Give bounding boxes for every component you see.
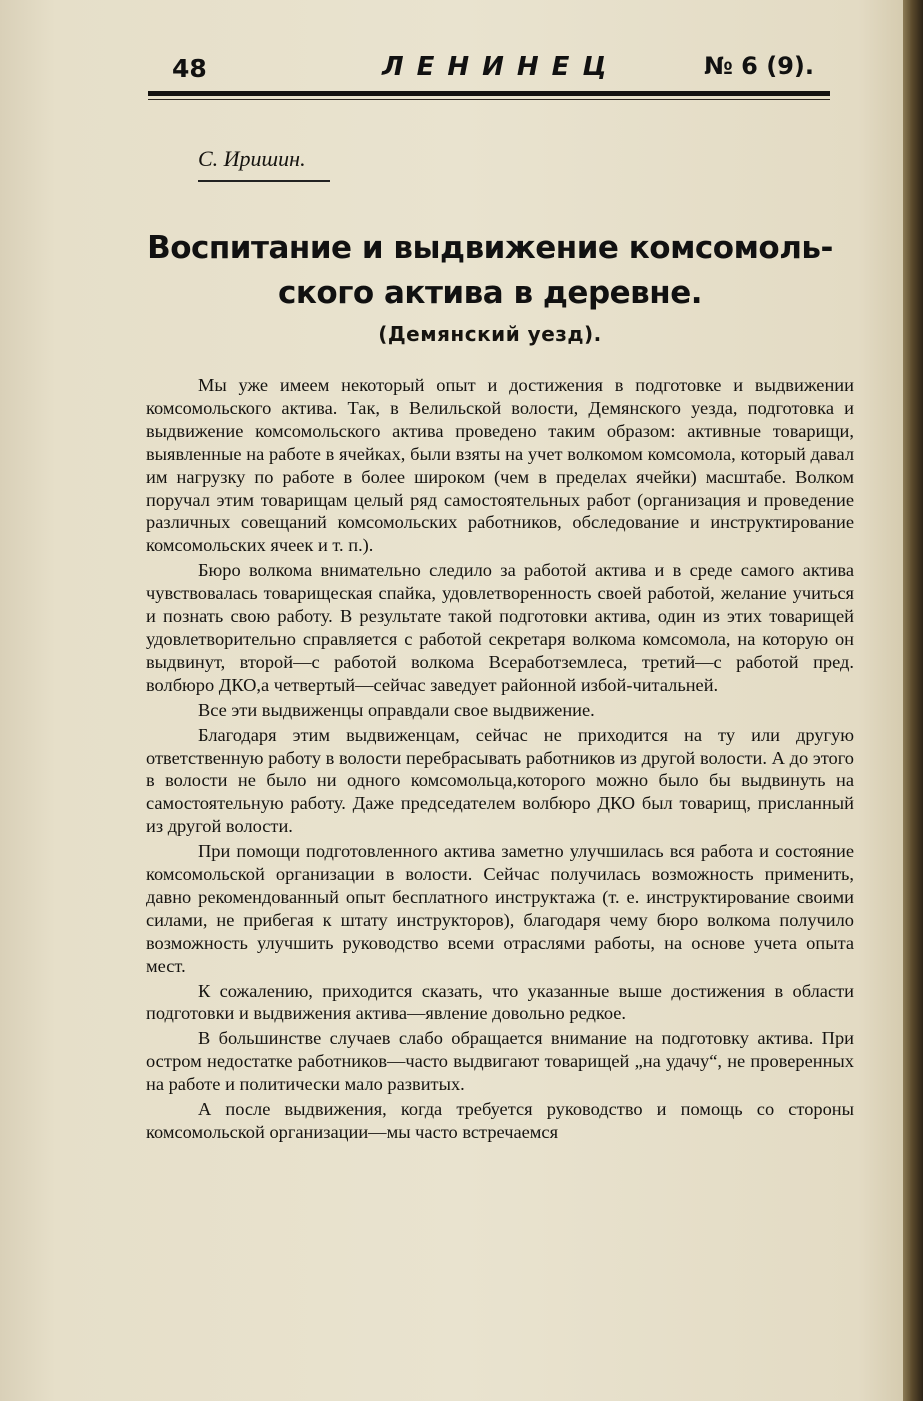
journal-title: ЛЕНИНЕЦ	[382, 52, 620, 82]
article-paragraph: К сожалению, приходится сказать, что указанные выше достижения в области подготовки и выдвижения актива—явление довольно редкое.	[146, 980, 854, 1024]
running-header	[170, 52, 830, 92]
article-paragraph: Бюро волкома внимательно следило за работой актива и в среде самого актива чувствовалась товарищеская спайка, удовлетворенность своей работой, желание учиться и познать свою работу. В результате такой подготовки актива, один из этих товарищей удовлетворительно справляется с работой секретаря волкома комсомола, на которую он выдвинут, второй—с работой волкома Всеработземлеса, третий—с работой пред. волбюро ДКО,а четвертый—сейчас заведует районной избой-читальней.	[146, 560, 854, 695]
page-number: 48	[172, 54, 207, 83]
author-underline	[198, 180, 330, 182]
header-rule-thick	[148, 91, 830, 96]
book-binding-edge	[903, 0, 923, 1401]
article-paragraph: Все эти выдвиженцы оправдали свое выдвижение.	[198, 699, 595, 720]
article-title-line: ского актива в деревне.	[278, 275, 702, 311]
article-title-line: Воспитание и выдвижение комсомоль-	[147, 230, 833, 266]
article-paragraph: При помощи подготовленного актива заметно улучшилась вся работа и состояние комсомольской организации в волости. Сейчас получилась возможность применить, давно рекомендованный опыт бесплатного инструктажа (т. е. инструктирование своими силами, не прибегая к штату инструкторов), благодаря чему бюро волкома получило возможность улучшить руководство всеми отраслями работы, на основе учета опыта мест.	[146, 841, 854, 976]
article-body	[146, 374, 854, 1146]
article-paragraph: Благодаря этим выдвиженцам, сейчас не приходится на ту или другую ответственную работу в волости перебрасывать работников из другой волости. А до этого в волости не было ни одного комсомольца,которого можно было бы выдвинуть на самостоятельную работу. Даже председателем волбюро ДКО был товарищ, присланный из другой волости.	[146, 724, 854, 837]
header-rule-thin	[148, 99, 830, 100]
article-title	[140, 226, 840, 316]
issue-number: № 6 (9).	[703, 52, 814, 80]
article-paragraph: Мы уже имеем некоторый опыт и достижения в подготовке и выдвижении комсомольского актива. Так, в Велильской волости, Демянского уезда, подготовка и выдвижение комсомольского актива проведено таким образом: активные товарищи, выявленные на работе в ячейках, были взяты на учет волкомом комсомола, который давал им нагрузку по работе в более широком (чем в пределах ячейки) масштабе. Волком поручал этим товарищам целый ряд самостоятельных работ (организация и проведение различных совещаний комсомольских работников, обследование и инструктирование комсомольских ячеек и т. п.).	[146, 375, 854, 556]
article-paragraph: В большинстве случаев слабо обращается внимание на подготовку актива. При остром недостатке работников—часто выдвигают товарищей „на удачу“, не проверенных на работе и политически мало развитых.	[146, 1028, 854, 1095]
article-subtitle: (Демянский уезд).	[378, 322, 602, 346]
article-paragraph: А после выдвижения, когда требуется руководство и помощь со стороны комсомольской организации—мы часто встречаемся	[146, 1099, 854, 1142]
article-author: С. Иришин.	[198, 146, 306, 171]
